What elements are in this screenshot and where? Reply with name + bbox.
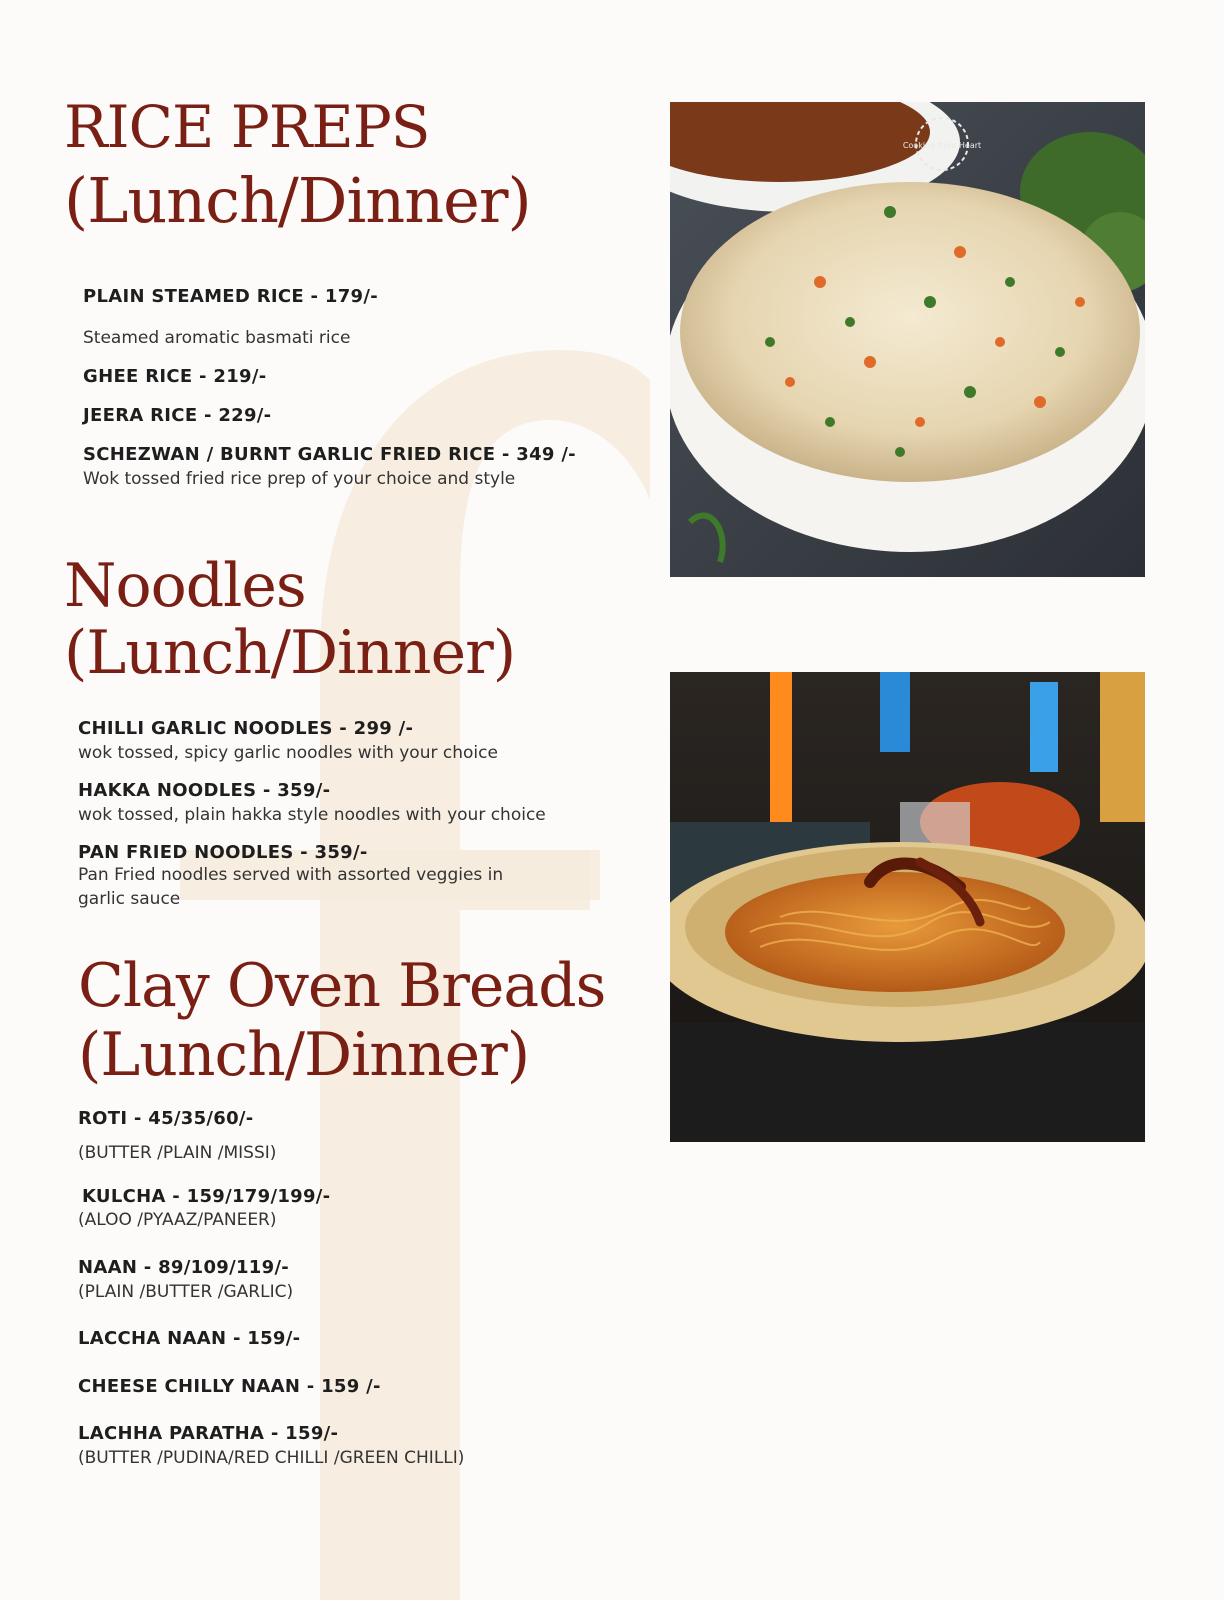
noodles-section-title	[64, 550, 515, 690]
menu-item-desc: garlic sauce	[78, 889, 181, 909]
menu-item-chilli-garlic-noodles: CHILLI GARLIC NOODLES - 299 /-	[78, 718, 414, 739]
menu-item-naan: NAAN - 89/109/119/-	[78, 1257, 290, 1278]
menu-item-desc: wok tossed, spicy garlic noodles with your choice	[78, 743, 498, 763]
menu-item-fried-rice: SCHEZWAN / BURNT GARLIC FRIED RICE - 349 /-	[83, 444, 576, 465]
breads-title-line2: (Lunch/Dinner)	[78, 1020, 530, 1091]
menu-item-laccha-naan: LACCHA NAAN - 159/-	[78, 1328, 301, 1349]
menu-item-jeera-rice: JEERA RICE - 229/-	[83, 405, 272, 426]
menu-item-desc: (PLAIN /BUTTER /GARLIC)	[78, 1282, 294, 1302]
menu-item-cheese-chilly-naan: CHEESE CHILLY NAAN - 159 /-	[78, 1376, 381, 1397]
noodles-photo	[670, 672, 1145, 1142]
rice-section-title	[64, 92, 531, 238]
menu-item-hakka-noodles: HAKKA NOODLES - 359/-	[78, 780, 331, 801]
rice-title-line1: RICE PREPS	[64, 93, 430, 161]
menu-item-desc: (ALOO /PYAAZ/PANEER)	[78, 1210, 277, 1230]
breads-section-title	[78, 950, 605, 1092]
noodles-title-line1: Noodles	[64, 551, 306, 621]
menu-item-pan-fried-noodles: PAN FRIED NOODLES - 359/-	[78, 842, 368, 863]
menu-item-lachha-paratha: LACHHA PARATHA - 159/-	[78, 1423, 339, 1444]
menu-item-desc: Wok tossed fried rice prep of your choice and style	[83, 469, 516, 489]
menu-item-desc: (BUTTER /PUDINA/RED CHILLI /GREEN CHILLI)	[78, 1448, 465, 1468]
menu-item-desc: Pan Fried noodles served with assorted veggies in	[78, 865, 504, 885]
breads-title-line1: Clay Oven Breads	[78, 951, 606, 1021]
rice-photo	[670, 102, 1145, 577]
menu-item-ghee-rice: GHEE RICE - 219/-	[83, 366, 267, 387]
noodles-title-line2: (Lunch/Dinner)	[64, 618, 516, 689]
rice-photo-watermark: Cooking from Heart	[902, 141, 982, 150]
menu-item-kulcha: KULCHA - 159/179/199/-	[82, 1186, 331, 1207]
menu-item-roti: ROTI - 45/35/60/-	[78, 1108, 254, 1129]
menu-item-desc: wok tossed, plain hakka style noodles with your choice	[78, 805, 546, 825]
rice-title-line2: (Lunch/Dinner)	[64, 163, 531, 237]
menu-item-desc: (BUTTER /PLAIN /MISSI)	[78, 1143, 277, 1163]
menu-item-plain-steamed-rice: PLAIN STEAMED RICE - 179/-	[83, 286, 378, 307]
menu-item-desc: Steamed aromatic basmati rice	[83, 328, 351, 348]
